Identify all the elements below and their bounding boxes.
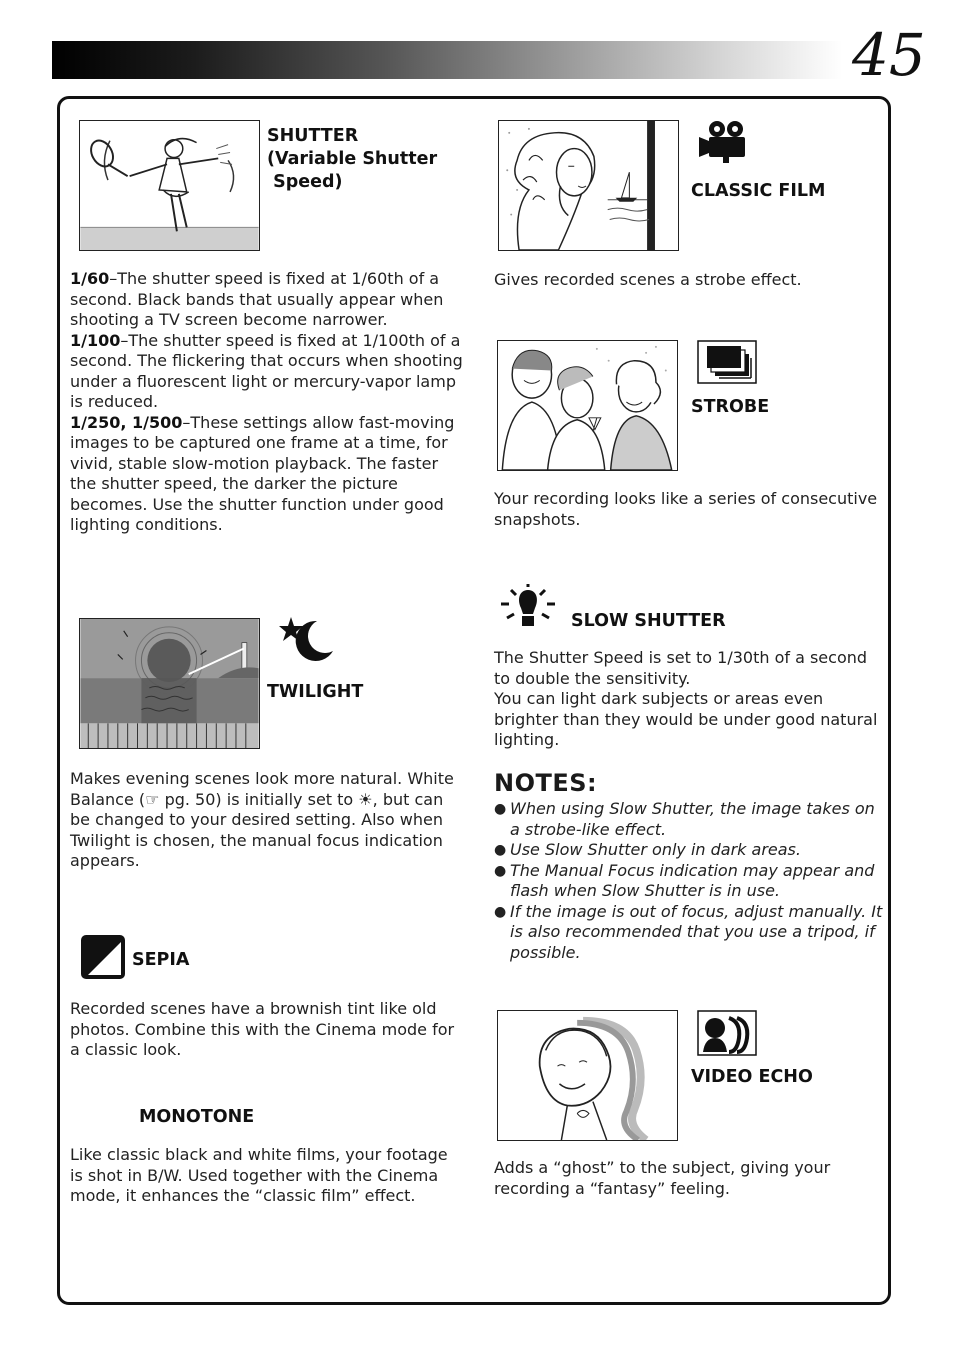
shutter-term-text: –The shutter speed is fixed at 1/60th of a second. Black bands that usually appear when shooting a TV screen become narrower. (70, 269, 444, 329)
slow-shutter-description (494, 648, 886, 751)
twilight-illustration (79, 618, 260, 749)
shutter-term: 1/250, 1/500 (70, 412, 183, 432)
sepia-heading: SEPIA (132, 950, 190, 970)
strobe-description: Your recording looks like a series of consecutive snapshots. (494, 489, 878, 529)
notes-title: NOTES: (494, 769, 598, 797)
video-echo-description: Adds a “ghost” to the subject, giving your recording a “fantasy” feeling. (494, 1158, 831, 1198)
header-gradient-bar (52, 41, 842, 79)
note-text: Use Slow Shutter only in dark areas. (510, 840, 801, 859)
echo-faces-icon (697, 1010, 757, 1056)
note-text: When using Slow Shutter, the image takes on a strobe-like effect. (510, 799, 875, 839)
light-bulb-icon (497, 584, 559, 630)
notes-list (494, 799, 886, 963)
note-item (494, 902, 886, 964)
shutter-description (70, 269, 465, 536)
movie-camera-icon (697, 119, 753, 165)
twilight-ref-text: pg. 50) is initially set to (159, 789, 359, 809)
strobe-illustration (497, 340, 678, 471)
shutter-term-text: –These settings allow fast-moving images to be captured one frame at a time, for vivid, stable slow-motion playback. The faster the shutter speed, the darker the picture becomes. Use the shutter function under good lighting conditions. (70, 412, 455, 534)
shutter-item-1/60 (70, 269, 465, 331)
slow-shutter-text-2: You can light dark subjects or areas even brighter than they would be under good natural lighting. (494, 689, 878, 749)
shutter-term: 1/100 (70, 330, 121, 350)
monotone-description: Like classic black and white films, your footage is shot in B/W. Used together with the Cinema mode, it enhances the “classic film” effect. (70, 1145, 448, 1205)
twilight-text-continued: , but can be changed to your desired setting. Also when Twilight is chosen, the manual focus indication appears. (70, 789, 444, 870)
classic-film-description: Gives recorded scenes a strobe effect. (494, 270, 802, 289)
twilight-text: Makes evening scenes look more natural. White Balance ( (70, 769, 454, 809)
bullet-icon: ● (494, 842, 507, 858)
sun-icon: ☀ (358, 789, 373, 809)
shutter-term-text: –The shutter speed is fixed at 1/100th of a second. The flickering that occurs when shooting under a fluorescent light or mercury-vapor lamp is reduced. (70, 330, 463, 411)
slow-shutter-text-1: The Shutter Speed is set to 1/30th of a second to double the sensitivity. (494, 648, 868, 688)
note-item (494, 799, 886, 840)
classic-film-heading: CLASSIC FILM (691, 181, 826, 201)
stacked-frames-icon (697, 340, 757, 384)
pointing-hand-icon: ☞ (145, 789, 160, 809)
slow-shutter-heading: SLOW SHUTTER (571, 611, 726, 631)
bullet-icon: ● (494, 801, 507, 817)
note-text: The Manual Focus indication may appear and flash when Slow Shutter is in use. (510, 860, 875, 900)
shutter-heading: SHUTTER (Variable Shutter Speed) (267, 126, 438, 192)
shutter-term: 1/60 (70, 269, 110, 288)
twilight-description (70, 769, 462, 872)
video-echo-heading: VIDEO ECHO (691, 1067, 813, 1087)
diagonal-square-icon (80, 934, 126, 980)
star-moon-icon (277, 615, 337, 667)
shutter-item-1/100 (70, 331, 465, 413)
note-item (494, 861, 886, 902)
bullet-icon: ● (494, 862, 507, 879)
strobe-heading: STROBE (691, 397, 770, 417)
sepia-description: Recorded scenes have a brownish tint like old photos. Combine this with the Cinema mode for a classic look. (70, 999, 455, 1059)
page-number: 45 (852, 21, 926, 89)
shutter-illustration (79, 120, 260, 251)
bullet-icon: ● (494, 903, 507, 920)
note-text: If the image is out of focus, adjust manually. It is also recommended that you use a tripod, if possible. (510, 901, 883, 962)
twilight-heading: TWILIGHT (267, 682, 364, 702)
note-item (494, 840, 886, 861)
shutter-item-1/250 (70, 413, 465, 536)
video-echo-illustration (497, 1010, 678, 1141)
classic-film-illustration (498, 120, 679, 251)
monotone-heading: MONOTONE (139, 1107, 255, 1127)
